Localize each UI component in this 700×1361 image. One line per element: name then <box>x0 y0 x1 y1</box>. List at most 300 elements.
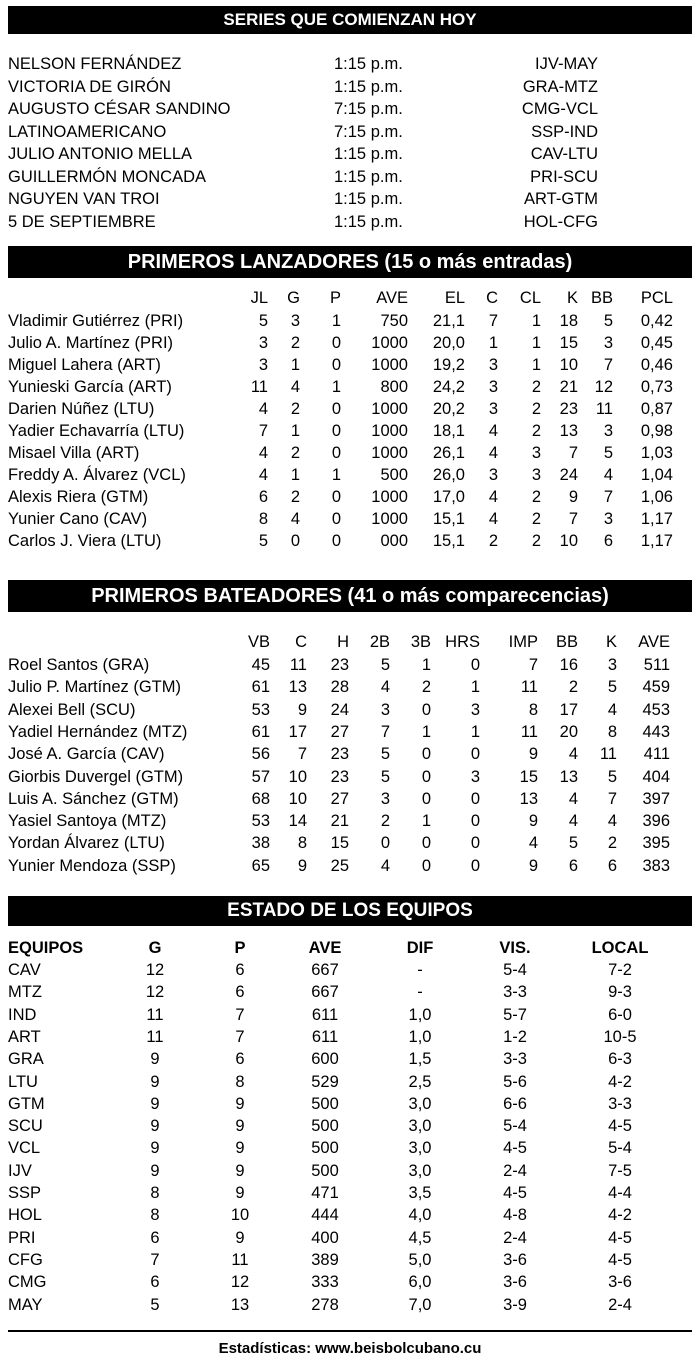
team-stat: 278 <box>311 1295 339 1314</box>
team-stat: 4-4 <box>608 1184 632 1202</box>
series-time: 1:15 p.m. <box>334 167 403 186</box>
team-stat: 2-4 <box>503 1228 527 1247</box>
pitcher-stat: 21 <box>559 378 578 396</box>
team-stat: 9 <box>235 1228 245 1247</box>
batter-stat: 23 <box>330 767 349 786</box>
team-stat: 9 <box>235 1161 245 1180</box>
team-stat: 12 <box>145 983 165 1002</box>
batter-stat: 0 <box>421 767 431 786</box>
series-matchup: IJV-MAY <box>535 55 598 73</box>
batter-stat: 7 <box>380 722 390 741</box>
standings-header: LOCAL <box>591 939 649 957</box>
team-stat: 611 <box>311 1005 339 1024</box>
batters-header: BB <box>555 633 578 651</box>
pitcher-stat: 0,46 <box>640 356 673 374</box>
team-stat: 7,0 <box>408 1295 432 1314</box>
batter-stat: 17 <box>288 722 307 741</box>
pitcher-stat: 1 <box>290 466 300 484</box>
batter-name: Luis A. Sánchez (GTM) <box>8 789 179 808</box>
team-stat: - <box>417 961 423 979</box>
team-stat: 9 <box>150 1117 160 1136</box>
team-stat: 1,0 <box>408 1005 432 1024</box>
batter-stat: 1 <box>470 722 480 741</box>
batter-stat: 4 <box>607 812 617 831</box>
team-name: CMG <box>8 1273 47 1292</box>
batters-header: H <box>337 633 349 651</box>
pitcher-stat: 4 <box>290 378 300 396</box>
batter-stat: 57 <box>251 767 270 786</box>
team-stat: 11 <box>146 1005 164 1024</box>
team-name: LTU <box>8 1072 38 1091</box>
batter-stat: 0 <box>421 856 431 875</box>
series-matchup: CMG-VCL <box>521 100 598 118</box>
team-stat: 6 <box>150 1273 160 1292</box>
batter-stat: 0 <box>421 700 431 719</box>
batter-stat: 15 <box>330 834 349 853</box>
batter-stat: 395 <box>642 834 670 853</box>
batter-stat: 7 <box>297 745 307 764</box>
batter-stat: 443 <box>642 722 670 741</box>
team-stat: 4-5 <box>608 1117 632 1136</box>
pitcher-stat: 18 <box>559 312 578 330</box>
batter-stat: 23 <box>330 656 349 674</box>
team-stat: 500 <box>311 1094 339 1113</box>
batter-stat: 11 <box>520 722 538 741</box>
team-stat: - <box>417 983 423 1002</box>
pitcher-stat: 10 <box>559 532 578 550</box>
team-stat: 667 <box>311 961 339 979</box>
batters-header: HRS <box>445 633 480 651</box>
batters-header: IMP <box>508 633 538 651</box>
batter-stat: 20 <box>559 722 578 741</box>
pitcher-stat: 4 <box>488 422 498 440</box>
team-stat: 5-4 <box>503 961 527 979</box>
pitcher-stat: 20,0 <box>432 334 465 352</box>
series-time: 7:15 p.m. <box>334 100 403 118</box>
pitcher-name: Freddy A. Álvarez (VCL) <box>8 466 186 484</box>
pitchers-header: G <box>287 289 300 307</box>
pitchers-header: K <box>566 289 578 307</box>
team-stat: 9 <box>235 1139 245 1158</box>
pitcher-stat: 4 <box>488 488 498 506</box>
team-stat: 9 <box>150 1050 160 1069</box>
pitcher-stat: 1 <box>331 378 341 396</box>
series-stadium: GUILLERMÓN MONCADA <box>8 167 207 186</box>
batter-stat: 3 <box>607 656 617 674</box>
pitcher-stat: 7 <box>568 510 578 528</box>
pitcher-stat: 800 <box>380 378 408 396</box>
pitcher-stat: 9 <box>568 488 578 506</box>
batter-stat: 453 <box>642 700 670 719</box>
pitcher-stat: 6 <box>258 488 268 506</box>
batter-stat: 1 <box>421 722 431 741</box>
team-stat: 6 <box>235 983 245 1002</box>
team-stat: 1,0 <box>408 1027 432 1046</box>
team-name: VCL <box>8 1139 41 1158</box>
team-stat: 9 <box>150 1072 160 1091</box>
pitcher-stat: 3 <box>488 400 498 418</box>
team-stat: 12 <box>230 1273 250 1292</box>
batter-stat: 3 <box>470 700 480 719</box>
series-matchup: CAV-LTU <box>530 145 598 163</box>
team-stat: 10 <box>230 1206 250 1225</box>
team-stat: 5-4 <box>503 1117 527 1136</box>
batter-name: Yunier Mendoza (SSP) <box>8 856 176 875</box>
team-stat: 3,0 <box>408 1117 432 1136</box>
batter-stat: 4 <box>568 745 578 764</box>
pitcher-stat: 500 <box>380 466 408 484</box>
team-stat: 3-6 <box>608 1273 632 1292</box>
team-stat: 7 <box>235 1027 245 1046</box>
team-stat: 6,0 <box>408 1273 432 1292</box>
pitcher-name: Misael Villa (ART) <box>8 444 140 462</box>
pitcher-stat: 2 <box>488 532 498 550</box>
batter-stat: 16 <box>559 656 578 674</box>
batters-header: C <box>295 633 307 651</box>
pitcher-stat: 750 <box>380 312 408 330</box>
series-stadium: 5 DE SEPTIEMBRE <box>8 212 156 231</box>
team-stat: 3-9 <box>503 1295 527 1314</box>
batter-stat: 1 <box>421 812 431 831</box>
team-stat: 3-6 <box>503 1273 527 1292</box>
footer-source: Estadísticas: www.beisbolcubano.cu <box>218 1340 482 1357</box>
batter-stat: 5 <box>607 767 617 786</box>
team-stat: 5-4 <box>608 1139 632 1158</box>
pitchers-header: JL <box>250 289 268 307</box>
batter-stat: 11 <box>289 656 307 674</box>
series-title: SERIES QUE COMIENZAN HOY <box>8 6 692 34</box>
pitcher-stat: 19,2 <box>432 356 465 374</box>
batter-stat: 3 <box>380 789 390 808</box>
team-stat: 7 <box>235 1005 245 1024</box>
pitcher-stat: 20,2 <box>432 400 465 418</box>
pitcher-stat: 0 <box>331 400 341 418</box>
pitcher-name: Darien Núñez (LTU) <box>8 400 155 418</box>
team-stat: 5,0 <box>408 1250 432 1269</box>
pitcher-stat: 26,1 <box>432 444 465 462</box>
batter-stat: 0 <box>470 789 480 808</box>
batter-stat: 0 <box>380 834 390 853</box>
standings-header: P <box>234 939 246 957</box>
team-stat: 7-2 <box>608 961 632 979</box>
pitchers-header: C <box>486 289 498 307</box>
series-matchup: SSP-IND <box>531 122 598 141</box>
pitchers-header: P <box>329 289 341 307</box>
team-stat: 8 <box>150 1184 160 1202</box>
batter-stat: 5 <box>380 767 390 786</box>
pitcher-stat: 17,0 <box>432 488 465 506</box>
team-stat: 9 <box>235 1184 245 1202</box>
team-stat: 9 <box>235 1094 245 1113</box>
team-stat: 10-5 <box>603 1027 637 1046</box>
pitchers-header: AVE <box>376 289 408 307</box>
pitcher-stat: 1000 <box>371 356 408 374</box>
batter-stat: 61 <box>251 722 270 741</box>
batter-stat: 4 <box>607 700 617 719</box>
team-stat: 3,5 <box>408 1184 432 1202</box>
pitcher-stat: 1 <box>531 356 541 374</box>
series-stadium: JULIO ANTONIO MELLA <box>8 145 192 163</box>
pitcher-stat: 2 <box>290 334 300 352</box>
batter-stat: 383 <box>642 856 670 875</box>
pitcher-stat: 3 <box>488 356 498 374</box>
team-stat: 12 <box>145 961 165 979</box>
batter-name: Alexei Bell (SCU) <box>8 700 136 719</box>
pitcher-stat: 1000 <box>371 400 408 418</box>
batter-stat: 45 <box>251 656 270 674</box>
pitcher-stat: 0 <box>331 488 341 506</box>
pitcher-stat: 24,2 <box>432 378 465 396</box>
team-stat: 9 <box>150 1161 160 1180</box>
pitcher-stat: 15,1 <box>432 510 465 528</box>
batter-stat: 1 <box>470 678 480 697</box>
batter-stat: 8 <box>297 834 307 853</box>
pitcher-stat: 10 <box>559 356 578 374</box>
series-time: 1:15 p.m. <box>334 145 403 163</box>
pitcher-stat: 1 <box>331 312 341 330</box>
pitchers-header: CL <box>519 289 541 307</box>
pitcher-stat: 2 <box>531 422 541 440</box>
series-time: 1:15 p.m. <box>334 55 403 73</box>
team-stat: 600 <box>311 1050 339 1069</box>
batter-stat: 5 <box>380 745 390 764</box>
pitcher-stat: 7 <box>603 356 613 374</box>
pitcher-stat: 1 <box>488 334 498 352</box>
batter-stat: 10 <box>288 789 307 808</box>
pitcher-stat: 3 <box>603 422 613 440</box>
pitcher-stat: 1000 <box>371 334 408 352</box>
pitcher-stat: 26,0 <box>432 466 465 484</box>
batter-stat: 9 <box>297 856 307 875</box>
team-stat: 1,5 <box>408 1050 432 1069</box>
batter-name: Giorbis Duvergel (GTM) <box>8 767 184 786</box>
pitcher-name: Carlos J. Viera (LTU) <box>8 532 162 550</box>
batter-stat: 23 <box>330 745 349 764</box>
team-stat: 611 <box>311 1027 339 1046</box>
pitchers-header: PCL <box>640 289 673 307</box>
pitcher-stat: 0 <box>331 510 341 528</box>
team-stat: 6-0 <box>608 1005 632 1024</box>
pitcher-stat: 3 <box>603 510 613 528</box>
batter-stat: 404 <box>642 767 670 786</box>
pitcher-name: Alexis Riera (GTM) <box>8 488 149 506</box>
series-time: 1:15 p.m. <box>334 190 403 208</box>
pitcher-stat: 8 <box>258 510 268 528</box>
pitcher-stat: 7 <box>488 312 498 330</box>
team-stat: 13 <box>230 1295 250 1314</box>
batter-stat: 13 <box>519 789 538 808</box>
team-stat: 2,5 <box>408 1072 432 1091</box>
pitcher-stat: 5 <box>603 444 613 462</box>
pitcher-stat: 24 <box>559 466 578 484</box>
pitcher-stat: 0 <box>331 532 341 550</box>
pitcher-stat: 0 <box>331 334 341 352</box>
pitcher-stat: 1 <box>290 356 300 374</box>
team-stat: 333 <box>311 1273 339 1292</box>
batter-stat: 7 <box>528 656 538 674</box>
pitcher-stat: 3 <box>258 334 268 352</box>
team-stat: 4-2 <box>608 1206 632 1225</box>
footer-rule <box>8 1330 692 1332</box>
pitcher-stat: 1,17 <box>640 532 673 550</box>
pitcher-stat: 6 <box>603 532 613 550</box>
batter-stat: 0 <box>421 745 431 764</box>
series-time: 1:15 p.m. <box>334 77 403 96</box>
team-stat: 4,0 <box>408 1206 432 1225</box>
batter-stat: 68 <box>251 789 270 808</box>
team-stat: 8 <box>235 1072 245 1091</box>
series-stadium: LATINOAMERICANO <box>8 122 167 141</box>
pitcher-stat: 3 <box>488 378 498 396</box>
batter-stat: 459 <box>642 678 670 697</box>
team-stat: 3-6 <box>503 1250 527 1269</box>
team-stat: 4-5 <box>503 1184 527 1202</box>
team-stat: 9 <box>235 1117 245 1136</box>
team-stat: 5-6 <box>503 1072 527 1091</box>
team-stat: 3-3 <box>608 1094 632 1113</box>
team-stat: 4,5 <box>408 1228 432 1247</box>
pitcher-stat: 5 <box>603 312 613 330</box>
pitcher-stat: 4 <box>258 466 268 484</box>
team-stat: 9 <box>150 1094 160 1113</box>
standings-header: AVE <box>308 939 342 957</box>
pitcher-stat: 2 <box>531 532 541 550</box>
batter-name: Julio P. Martínez (GTM) <box>8 678 181 697</box>
team-name: PRI <box>8 1228 36 1247</box>
team-name: IND <box>8 1005 37 1024</box>
pitcher-stat: 1000 <box>371 510 408 528</box>
batter-stat: 4 <box>568 812 578 831</box>
team-stat: 4-8 <box>503 1206 527 1225</box>
batter-stat: 6 <box>568 856 578 875</box>
team-stat: 11 <box>146 1027 164 1046</box>
pitcher-stat: 2 <box>290 400 300 418</box>
pitcher-stat: 0,87 <box>640 400 673 418</box>
batter-stat: 396 <box>642 812 670 831</box>
batter-stat: 53 <box>251 700 270 719</box>
batter-stat: 6 <box>607 856 617 875</box>
pitcher-stat: 21,1 <box>432 312 465 330</box>
pitcher-stat: 13 <box>559 422 578 440</box>
batter-name: Roel Santos (GRA) <box>8 656 150 674</box>
pitcher-stat: 0,42 <box>640 312 673 330</box>
batter-stat: 0 <box>421 834 431 853</box>
series-stadium: NELSON FERNÁNDEZ <box>8 55 182 73</box>
batter-stat: 65 <box>251 856 270 875</box>
pitcher-stat: 1,04 <box>640 466 673 484</box>
batter-stat: 9 <box>528 745 538 764</box>
team-stat: 9-3 <box>608 983 632 1002</box>
batter-stat: 4 <box>528 834 538 853</box>
pitcher-stat: 1000 <box>371 444 408 462</box>
pitcher-stat: 0 <box>331 444 341 462</box>
team-stat: 4-5 <box>608 1250 632 1269</box>
team-name: GRA <box>8 1050 44 1069</box>
team-stat: 6 <box>150 1228 160 1247</box>
team-stat: 4-5 <box>503 1139 527 1158</box>
pitcher-stat: 000 <box>380 532 408 550</box>
pitcher-stat: 23 <box>559 400 578 418</box>
team-stat: 3-3 <box>503 983 527 1002</box>
team-stat: 5-7 <box>503 1005 527 1024</box>
pitcher-stat: 2 <box>531 510 541 528</box>
team-stat: 3,0 <box>408 1139 432 1158</box>
batter-stat: 8 <box>607 722 617 741</box>
series-stadium: AUGUSTO CÉSAR SANDINO <box>8 100 231 118</box>
team-name: HOL <box>8 1206 42 1225</box>
batter-stat: 411 <box>643 745 670 764</box>
pitchers-header: BB <box>590 289 613 307</box>
team-stat: 529 <box>311 1072 339 1091</box>
team-stat: 667 <box>311 983 339 1002</box>
pitcher-stat: 7 <box>258 422 268 440</box>
batter-name: Yordan Álvarez (LTU) <box>8 834 165 853</box>
team-stat: 8 <box>150 1206 160 1225</box>
batter-stat: 53 <box>251 812 270 831</box>
team-stat: 500 <box>311 1161 339 1180</box>
batter-stat: 27 <box>330 722 349 741</box>
pitcher-stat: 3 <box>488 466 498 484</box>
standings-header: EQUIPOS <box>8 939 84 957</box>
pitcher-stat: 1 <box>290 422 300 440</box>
pitcher-name: Miguel Lahera (ART) <box>8 356 161 374</box>
team-stat: 7 <box>150 1250 160 1269</box>
batter-stat: 61 <box>251 678 270 697</box>
pitcher-stat: 1,03 <box>640 444 673 462</box>
pitcher-stat: 2 <box>531 378 541 396</box>
pitcher-stat: 3 <box>531 466 541 484</box>
standings-header: G <box>148 939 162 957</box>
pitcher-stat: 1 <box>531 312 541 330</box>
pitcher-stat: 4 <box>603 466 613 484</box>
pitcher-stat: 0,45 <box>640 334 673 352</box>
team-stat: 3,0 <box>408 1094 432 1113</box>
team-stat: 11 <box>231 1250 249 1269</box>
pitcher-stat: 1000 <box>371 422 408 440</box>
team-stat: 500 <box>311 1117 339 1136</box>
batter-stat: 13 <box>559 767 578 786</box>
batter-stat: 4 <box>380 678 390 697</box>
batter-stat: 0 <box>470 656 480 674</box>
standings-header: VIS. <box>499 939 531 957</box>
batters-header: AVE <box>638 633 670 651</box>
team-name: CAV <box>8 961 41 979</box>
batter-stat: 0 <box>470 834 480 853</box>
batter-stat: 3 <box>470 767 480 786</box>
batters-title: PRIMEROS BATEADORES (41 o más comparecencias) <box>8 580 692 612</box>
team-name: ART <box>8 1027 41 1046</box>
series-matchup: GRA-MTZ <box>522 77 598 96</box>
pitcher-stat: 4 <box>488 510 498 528</box>
team-stat: 2-4 <box>503 1161 527 1180</box>
team-stat: 5 <box>150 1295 160 1314</box>
pitcher-stat: 4 <box>258 400 268 418</box>
batter-name: Yasiel Santoya (MTZ) <box>8 812 167 831</box>
pitcher-stat: 15,1 <box>432 532 465 550</box>
team-stat: 389 <box>311 1250 339 1269</box>
team-name: IJV <box>8 1161 32 1180</box>
pitcher-stat: 4 <box>258 444 268 462</box>
team-name: SCU <box>8 1117 43 1136</box>
batter-stat: 5 <box>607 678 617 697</box>
batter-stat: 1 <box>421 656 431 674</box>
batter-stat: 0 <box>470 812 480 831</box>
team-stat: 400 <box>311 1228 339 1247</box>
batter-stat: 11 <box>599 745 617 764</box>
pitcher-stat: 0 <box>290 532 300 550</box>
team-name: MTZ <box>8 983 42 1002</box>
batter-name: Yadiel Hernández (MTZ) <box>8 722 188 741</box>
